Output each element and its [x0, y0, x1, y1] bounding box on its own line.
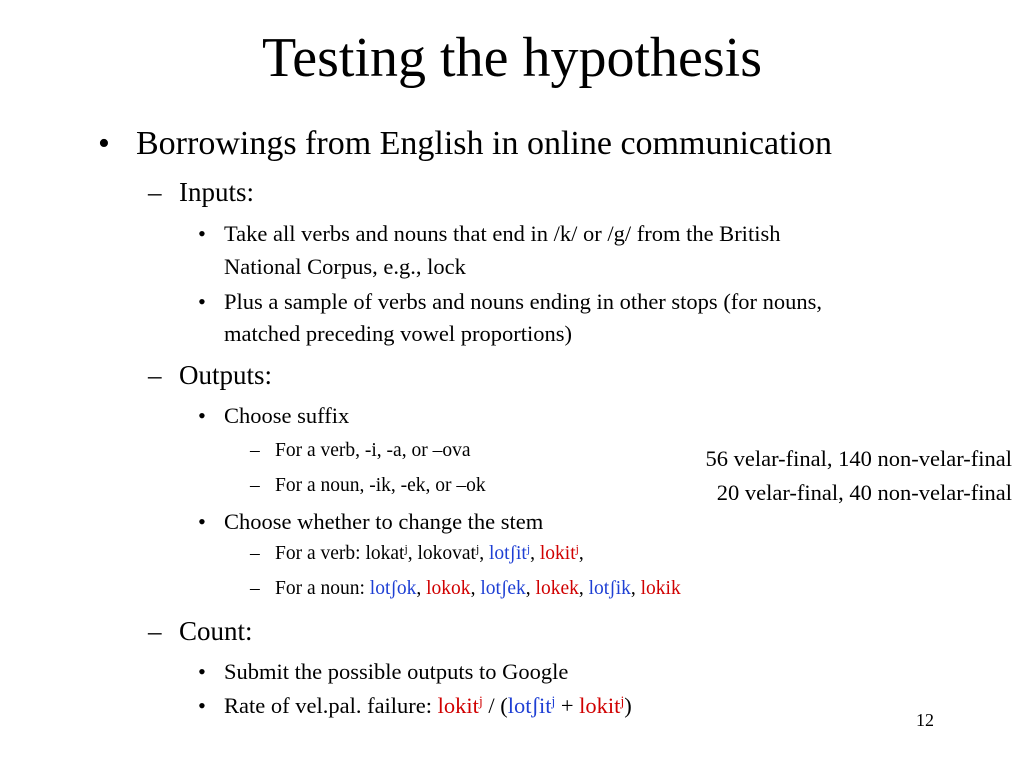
verb-forms-prefix: For a verb: [275, 543, 366, 564]
dash-marker: – [250, 440, 260, 461]
dash-marker: – [250, 543, 260, 564]
dash-marker: – [148, 177, 162, 207]
count-label: Count: [179, 616, 253, 646]
rate-lotshit: lotʃit$^j$ [507, 693, 556, 718]
bullet-marker: • [198, 221, 206, 246]
bullet-plus-sample [198, 288, 822, 315]
subheading-count [148, 615, 253, 647]
verb-form-lokit: lokit$^j$ [539, 542, 579, 564]
bullet-rate: • Rate of vel.pal. failure: lokit$^j$ / (lotʃit$^j$ + lokit$^j$) [198, 693, 632, 718]
bullet-marker: • [98, 125, 110, 162]
subheading-inputs [148, 176, 254, 208]
noun-form-lotshik: lotʃik [588, 578, 631, 599]
bullet-marker: • [198, 693, 206, 718]
bullet-marker: • [198, 403, 206, 428]
noun-suffix-item [250, 474, 486, 497]
dash-marker: – [148, 616, 162, 646]
bullet-take-all [198, 220, 780, 247]
bullet-marker: • [198, 659, 206, 684]
take-all-line1: Take all verbs and nouns that end in /k/ or /g/ from the British [224, 221, 781, 246]
choose-suffix-text: Choose suffix [224, 403, 350, 428]
verb-suffix-item [250, 439, 470, 462]
bullet-marker: • [198, 289, 206, 314]
noun-forms-prefix: For a noun: [275, 578, 370, 599]
noun-form-lokok: lokok [426, 578, 471, 599]
bullet-choose-suffix [198, 402, 349, 429]
inputs-label: Inputs: [179, 177, 255, 207]
outputs-label: Outputs: [179, 360, 273, 390]
noun-form-lotshok: lotʃok [369, 578, 417, 599]
noun-form-lokik: lokik [640, 578, 681, 599]
noun-suffix-text: For a noun, -ik, -ek, or –ok [275, 475, 486, 496]
choose-stem-text: Choose whether to change the stem [224, 509, 544, 534]
dash-marker: – [250, 475, 260, 496]
noun-form-lotshek: lotʃek [480, 578, 526, 599]
bullet-choose-stem [198, 508, 543, 535]
verb-form-lokat: lokat$^j$ [365, 542, 408, 564]
dash-marker: – [250, 578, 260, 599]
slide-title: Testing the hypothesis [261, 27, 763, 89]
rate-lokit-numerator: lokit$^j$ [437, 693, 483, 718]
bullet-text: Borrowings from English in online communication [136, 125, 832, 162]
bullet-submit [198, 658, 568, 685]
plus-sample-line2: matched preceding vowel proportions) [224, 321, 573, 346]
side-note-verbs: 56 velar-final, 140 non-velar-final [705, 446, 1012, 471]
bullet-borrowings [98, 124, 832, 165]
verb-form-lokovat: lokovat$^j$ [417, 542, 480, 564]
dash-marker: – [148, 360, 162, 390]
subheading-outputs [148, 359, 272, 391]
rate-prefix: Rate of vel.pal. failure: [224, 693, 438, 718]
submit-text: Submit the possible outputs to Google [224, 659, 569, 684]
rate-lokit-denominator: lokit$^j$ [579, 693, 625, 718]
noun-form-lokek: lokek [535, 578, 579, 599]
page-number: 12 [916, 710, 934, 730]
take-all-line2: National Corpus, e.g., lock [224, 254, 466, 279]
verb-form-lotshit: lotʃit$^j$ [488, 542, 531, 564]
plus-sample-line1: Plus a sample of verbs and nouns ending in other stops (for nouns, [224, 289, 823, 314]
bullet-marker: • [198, 509, 206, 534]
verb-suffix-text: For a verb, -i, -a, or –ova [275, 440, 471, 461]
side-note-nouns: 20 velar-final, 40 non-velar-final [716, 480, 1012, 505]
verb-forms-item: – For a verb: lokat$^j$, lokovat$^j$, lotʃit$^j$, lokit$^j$, [250, 542, 584, 564]
noun-forms-item: – For a noun: lotʃok, lokok, lotʃek, lokek, lotʃik, lokik [250, 578, 681, 599]
